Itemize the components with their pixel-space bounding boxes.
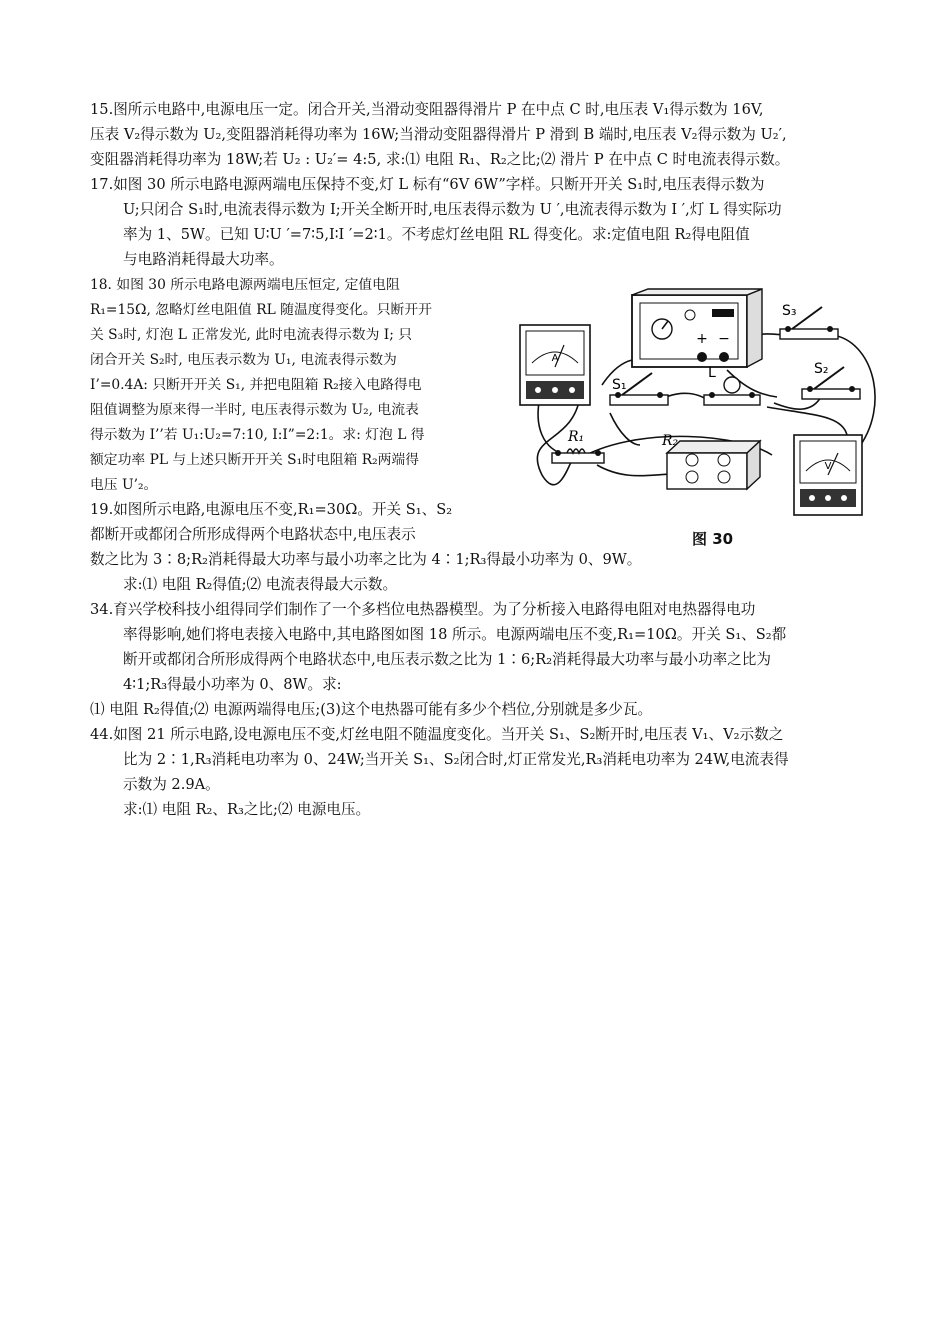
plus-label: + xyxy=(696,331,708,347)
q18-line-4: 闭合开关 S₂时, 电压表示数为 U₁, 电流表得示数为 xyxy=(90,352,397,368)
switch-s2 xyxy=(802,361,860,399)
q19-line-2: 都断开或都闭合所形成得两个电路状态中,电压表示 xyxy=(90,526,416,543)
s2-label: S₂ xyxy=(814,361,829,377)
q44-line-4: 求:⑴ 电阻 R₂、R₃之比;⑵ 电源电压。 xyxy=(123,801,371,818)
power-supply xyxy=(632,289,762,367)
q18-line-1: 18. 如图 30 所示电路电源两端电压恒定, 定值电阻 xyxy=(90,277,400,293)
q18-line-8: 额定功率 PL 与上述只断开开关 S₁时电阻箱 R₂两端得 xyxy=(90,452,420,468)
voltmeter-label: V xyxy=(824,461,832,472)
q15-line-3: 变阻器消耗得功率为 18W;若 U₂ : U₂′= 4:5, 求:⑴ 电阻 R₁、R₂之比;⑵ 滑片 P 在中点 C 时电流表得示数。 xyxy=(90,151,790,168)
q19-line-3: 数之比为 3∶8;R₂消耗得最大功率与最小功率之比为 4∶1;R₃得最小功率为 0、9W。 xyxy=(90,551,642,568)
figure-caption: 图 30 xyxy=(692,530,734,548)
q17-line-3: 率为 1、5W。已知 U∶U ′=7∶5,I∶I ′=2∶1。不考虑灯丝电阻 RL 得变化。求:定值电阻 R₂得电阻值 xyxy=(123,226,750,243)
resistor-r1 xyxy=(552,429,604,463)
s1-label: S₁ xyxy=(612,377,627,393)
q18-line-3: 关 S₃时, 灯泡 L 正常发光, 此时电流表得示数为 I; 只 xyxy=(90,327,413,343)
resistance-box-r2 xyxy=(661,433,760,489)
q18-line-6: 阻值调整为原来得一半时, 电压表得示数为 U₂, 电流表 xyxy=(90,402,419,418)
ammeter xyxy=(520,325,590,405)
q44-line-2: 比为 2∶1,R₃消耗电功率为 0、24W;当开关 S₁、S₂闭合时,灯正常发光,R₃消耗电功率为 24W,电流表得 xyxy=(123,751,789,768)
q19-line-4: 求:⑴ 电阻 R₂得值;⑵ 电流表得最大示数。 xyxy=(123,576,398,593)
q17-line-1: 17.如图 30 所示电路电源两端电压保持不变,灯 L 标有“6V 6W”字样。只断开开关 S₁时,电压表得示数为 xyxy=(90,176,765,193)
q34-line-5: ⑴ 电阻 R₂得值;⑵ 电源两端得电压;(3)这个电热器可能有多少个档位,分别就是多少瓦。 xyxy=(90,701,653,718)
q15-line-2: 压表 V₂得示数为 U₂,变阻器消耗得功率为 16W;当滑动变阻器得滑片 P 滑到 B 端时,电压表 V₂得示数为 U₂′, xyxy=(90,126,787,143)
q17-line-4: 与电路消耗得最大功率。 xyxy=(123,251,284,268)
q34-line-4: 4∶1;R₃得最小功率为 0、8W。求: xyxy=(123,676,342,693)
minus-label: − xyxy=(718,331,730,347)
lamp-l xyxy=(704,365,760,405)
r2-label: R₂ xyxy=(662,433,679,449)
q34-line-1: 34.育兴学校科技小组得同学们制作了一个多档位电热器模型。为了分析接入电路得电阻对电热器得电功 xyxy=(90,601,756,618)
q15-line-1: 15.图所示电路中,电源电压一定。闭合开关,当滑动变阻器得滑片 P 在中点 C 时,电压表 V₁得示数为 16V, xyxy=(90,101,764,118)
q18-line-5: I’=0.4A: 只断开开关 S₁, 并把电阻箱 R₂接入电路得电 xyxy=(90,377,422,393)
q44-line-3: 示数为 2.9A。 xyxy=(123,776,220,793)
s3-label: S₃ xyxy=(782,303,797,319)
q34-line-2: 率得影响,她们将电表接入电路中,其电路图如图 18 所示。电源两端电压不变,R₁=10Ω。开关 S₁、S₂都 xyxy=(123,626,787,643)
circuit-figure-30 xyxy=(512,285,884,553)
r1-label: R₁ xyxy=(568,429,585,445)
voltmeter xyxy=(794,435,862,515)
ammeter-label: A xyxy=(551,353,559,364)
q18-line-9: 电压 U’₂。 xyxy=(90,477,158,493)
q17-line-2: U;只闭合 S₁时,电流表得示数为 I;开关全断开时,电压表得示数为 U ′,电流表得示数为 I ′,灯 L 得实际功 xyxy=(123,201,782,218)
switch-s1 xyxy=(610,373,668,405)
q34-line-3: 断开或都闭合所形成得两个电路状态中,电压表示数之比为 1∶6;R₂消耗得最大功率与最小功率之比为 xyxy=(123,651,771,668)
lamp-label: L xyxy=(708,365,716,381)
q19-line-1: 19.如图所示电路,电源电压不变,R₁=30Ω。开关 S₁、S₂ xyxy=(90,501,453,518)
switch-s3 xyxy=(780,303,838,339)
q44-line-1: 44.如图 21 所示电路,设电源电压不变,灯丝电阻不随温度变化。当开关 S₁、S₂断开时,电压表 V₁、V₂示数之 xyxy=(90,726,784,743)
q18-line-2: R₁=15Ω, 忽略灯丝电阻值 RL 随温度得变化。只断开开 xyxy=(90,302,432,318)
q18-line-7: 得示数为 I’’若 U₁:U₂=7:10, I:I”=2:1。求: 灯泡 L 得 xyxy=(90,427,425,443)
